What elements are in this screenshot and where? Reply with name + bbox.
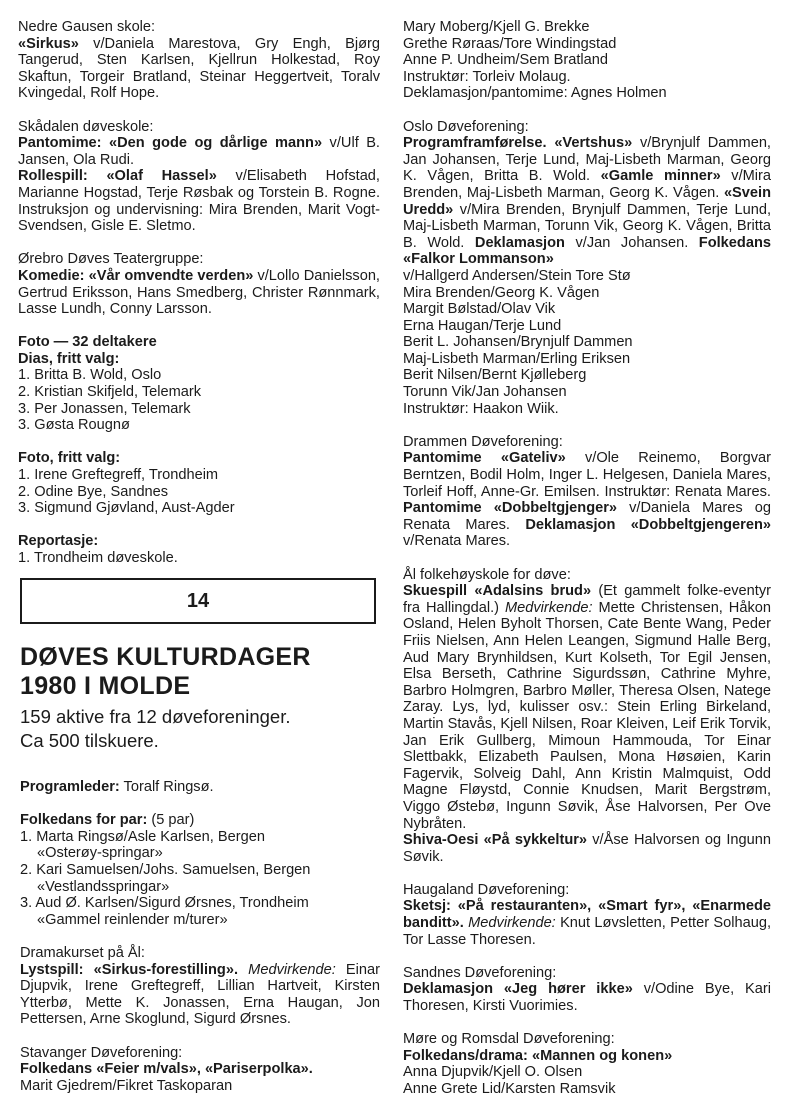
list-item [20, 829, 380, 862]
instructor: Instruktør: Haakon Wiik. [403, 400, 559, 417]
section-drammen [403, 434, 771, 550]
production-title: Folkedans «Falkor Lommanson» [403, 234, 771, 268]
section-heading: Oslo Døveforening: [403, 118, 529, 135]
section-al-folkehoyskole [403, 567, 771, 866]
section-more-romsdal [403, 1031, 771, 1097]
list-item: 1. Britta B. Wold, Oslo [18, 367, 162, 384]
list-item: 2. Kristian Skifjeld, Telemark [18, 384, 202, 401]
section-body [18, 168, 380, 234]
list-item: 2. Odine Bye, Sandnes [18, 483, 169, 500]
dance-pair: Anne Grete Lid/Karsten Ramsvik [403, 1081, 616, 1097]
section-dramakurset [20, 945, 380, 1028]
section-heading: Skådalen døveskole: [18, 118, 154, 135]
section-number: 14 [186, 589, 210, 612]
participants: Mette Christensen, Håkon Osland, Helen Byholt Thorsen, Cate Bente Wang, Peder Friis Nielsen, Ann Helen Leangen, Sigmund Halle Berg, Aud Mary Brynhildsen, Kurt Kolseth, Tor Egil Jensen, Elsa Berseth, Cathrine Sigurdssøn, Cathrine Myhre, Barbro Holmgren, Barbro Møller, Theresa Olsen, Natege Zaray. Lys, lyd, kulisser osv.: Stein Erling Birkeland, Martin Stavås, Kjell Nilsen, Roar Kleiven, Leif Erik Torvik, Jan Erik Gullberg, Mimoun Hammouda, Tor Einar Slettbakk, Elizabeth Paulsen, Mona Høsøien, Karin Fagervik, Solveig Dahl, Ann Kristin Malmquist, Odd Magne Fløystd, Connie Knudsen, Marit Bergstrøm, Viggo Østebø, Ingunn Søvik, Åse Halvorsen, Per Ove Nybråten. [403, 599, 771, 832]
subsection-heading: Foto, fritt valg: [18, 450, 121, 467]
section-heading: Stavanger Døveforening: [20, 1044, 183, 1061]
production-title: Programframførelse. «Vertshus» [403, 135, 633, 152]
production-title: Deklamasjon [474, 234, 565, 251]
section-heading: Sandnes Døveforening: [403, 964, 557, 981]
participants: v/Jan Johansen. [564, 234, 699, 251]
section-sandnes [403, 965, 771, 1015]
list-item: 1. Trondheim døveskole. [18, 550, 178, 566]
dance-title: «Gammel reinlender m/turer» [37, 911, 228, 928]
section-body [18, 135, 380, 168]
production-title: Folkedans/drama: «Mannen og konen» [403, 1047, 673, 1064]
dance-pair: Margit Bølstad/Olav Vik [403, 301, 556, 318]
dance-pair: 1. Marta Ringsø/Asle Karlsen, Bergen [20, 828, 265, 845]
production-title: Sketsj: «På restauranten», «Smart fyr», «Enarmede banditt». [403, 898, 771, 932]
programleder-value: Toralf Ringsø. [119, 779, 214, 795]
dance-pair: 2. Kari Samuelsen/Johs. Samuelsen, Bergen [20, 861, 311, 878]
section-body [403, 583, 771, 832]
section-body [20, 962, 380, 1028]
dance-pair: v/Hallgerd Andersen/Stein Tore Stø [403, 267, 631, 284]
dance-pair: Maj-Lisbeth Marman/Erling Eriksen [403, 350, 631, 367]
subtitle-line-2: Ca 500 tilskuere. [20, 730, 159, 751]
production-title: Lystspill: «Sirkus-forestilling». [20, 961, 239, 978]
section-heading: Ål folkehøyskole for døve: [403, 566, 571, 583]
dance-title: «Vestlandsspringar» [37, 878, 170, 895]
dance-pair: Marit Gjedrem/Fikret Taskoparan [20, 1077, 233, 1094]
production-title: Rollespill: «Olaf Hassel» [18, 168, 217, 185]
dance-title: «Osterøy-springar» [37, 845, 163, 862]
section-heading: Ørebro Døves Teatergruppe: [18, 251, 204, 268]
page-title-line-2: 1980 I MOLDE [20, 672, 191, 700]
section-orebro [18, 251, 380, 317]
medvirkende-label: Medvirkende: [238, 961, 336, 978]
section-heading: Foto — 32 deltakere [18, 334, 157, 351]
dance-pair: Berit L. Johansen/Brynjulf Dammen [403, 334, 633, 351]
participants: v/Elisabeth Hofstad, Marianne Hogstad, Terje Røsbak og Torstein B. Rogne. Instruksjon og undervisning: Mira Brenden, Marit Vogt-Svendsen, Gisle E. Sletmo. [18, 168, 380, 235]
participants: v/Ole Reinemo, Borgvar Berntzen, Bodil Holm, Inger L. Helgesen, Daniela Mares, Torleif Hoff, Anne-Gr. Emilsen. Instruktør: Renata Mares. [403, 450, 771, 500]
dance-pair: Erna Haugan/Terje Lund [403, 317, 562, 334]
section-body [403, 450, 771, 550]
right-column [403, 19, 771, 1098]
declamation: Deklamasjon/pantomime: Agnes Holmen [403, 85, 667, 102]
dance-pair: Grethe Røraas/Tore Windingstad [403, 35, 617, 52]
section-folkedans [20, 812, 380, 928]
participants: v/Åse Halvorsen og Ingunn Søvik. [403, 832, 771, 865]
production-title: Skuespill «Adalsins brud» [403, 583, 592, 600]
dance-pair: Mary Moberg/Kjell G. Brekke [403, 19, 590, 35]
section-stavanger [20, 1045, 380, 1095]
production-title: Deklamasjon «Dobbeltgjengeren» [525, 516, 771, 533]
section-body [18, 268, 380, 318]
section-body [18, 36, 380, 102]
dance-pair: Berit Nilsen/Bernt Kjølleberg [403, 367, 587, 384]
production-title: Komedie: «Vår omvendte verden» [18, 267, 254, 284]
list-item [20, 895, 380, 928]
participants: v/Brynjulf Dammen, Jan Johansen, Terje Lund, Maj-Lisbeth Marman, Georg K. Vågen, Britta B. Wold. [403, 135, 771, 185]
participants: v/Ulf B. Jansen, Ola Rudi. [18, 135, 380, 168]
page-title [20, 643, 380, 701]
section-heading: Møre og Romsdal Døveforening: [403, 1031, 615, 1048]
production-title: Pantomime «Dobbeltgjenger» [403, 500, 618, 517]
production-title: Pantomime «Gateliv» [403, 450, 566, 467]
participants: v/Daniela Marestova, Gry Engh, Bjørg Tangerud, Sten Karlsen, Kjellrun Holkestad, Roy Skaftun, Torgeir Bratland, Steinar Heggertveit, Toralv Kvingedal, Rolf Hope. [18, 35, 380, 102]
section-heading: Folkedans for par: [20, 812, 148, 829]
section-body [403, 135, 771, 268]
dance-pair: Torunn Vik/Jan Johansen [403, 384, 567, 401]
list-item: 3. Sigmund Gjøvland, Aust-Agder [18, 500, 235, 517]
dance-pair: Anne P. Undheim/Sem Bratland [403, 52, 608, 69]
subsection-heading: Dias, fritt valg: [18, 350, 120, 367]
section-haugaland [403, 882, 771, 948]
production-title: Shiva-Oesi «På sykkeltur» [403, 832, 588, 849]
participants: v/Renata Mares. [403, 533, 511, 550]
production-title: «Gamle minner» [600, 168, 721, 185]
section-foto [18, 334, 380, 566]
section-heading: Nedre Gausen skole: [18, 19, 156, 35]
subtitle [20, 705, 380, 753]
page-title-line-1: DØVES KULTURDAGER [20, 643, 311, 671]
section-heading: Dramakurset på Ål: [20, 944, 145, 961]
section-oslo [403, 119, 771, 418]
participants: v/Daniela Mares og Renata Mares. [403, 500, 771, 533]
dance-pair: Anna Djupvik/Kjell O. Olsen [403, 1064, 583, 1081]
list-item [20, 862, 380, 895]
list-item: 3. Gøsta Rougnø [18, 417, 130, 434]
list-item: 3. Per Jonassen, Telemark [18, 400, 191, 417]
dance-pair: Mira Brenden/Georg K. Vågen [403, 284, 600, 301]
medvirkende-label: Medvirkende: [504, 599, 593, 616]
section-stavanger-continued [403, 19, 771, 102]
left-column-lower [20, 779, 380, 1094]
section-body [403, 898, 771, 948]
participants: v/Mira Brenden, Maj-Lisbeth Marman, Georg K. Vågen. [403, 168, 772, 201]
production-title: «Svein Uredd» [403, 184, 771, 218]
section-body [403, 832, 771, 865]
list-item: 1. Irene Greftegreff, Trondheim [18, 467, 219, 484]
section-body [403, 981, 771, 1014]
participants: Einar Djupvik, Irene Greftegreff, Lillian Hartveit, Kirsten Ytterbø, Mette K. Jonassen, Erna Haugan, Jon Pettersen, Arne Skoglund, Sigurd Ørsnes. [20, 961, 380, 1028]
programleder [20, 779, 380, 796]
subsection-heading: Reportasje: [18, 533, 99, 550]
subtitle-line-1: 159 aktive fra 12 døveforeninger. [20, 706, 291, 727]
pair-count: (5 par) [147, 812, 195, 829]
section-heading: Drammen Døveforening: [403, 433, 563, 450]
section-nedre-gausen [18, 19, 380, 102]
production-title: Folkedans «Feier m/vals», «Pariserpolka». [20, 1061, 313, 1078]
section-number-box [20, 578, 376, 624]
dance-pair: 3. Aud Ø. Karlsen/Sigurd Ørsnes, Trondheim [20, 895, 309, 912]
production-title: Deklamasjon «Jeg hører ikke» [403, 981, 633, 998]
participants: v/Mira Brenden, Brynjulf Dammen, Terje Lund, Maj-Lisbeth Marman, Torunn Vik, Georg K. Vågen, Britta B. Wold. [403, 201, 771, 251]
production-title: Pantomime: «Den gode og dårlige mann» [18, 135, 323, 152]
medvirkende-label: Medvirkende: [463, 915, 556, 932]
participants: Knut Løvsletten, Petter Solhaug, Tor Lasse Thoresen. [403, 915, 771, 948]
section-heading: Haugaland Døveforening: [403, 881, 570, 898]
production-title: «Sirkus» [18, 35, 79, 52]
instructor: Instruktør: Torleiv Molaug. [403, 68, 571, 85]
participants: v/Lollo Danielsson, Gertrud Eriksson, Hans Smedberg, Christer Rønnmark, Lasse Lundh, Conny Larsson. [18, 267, 380, 318]
participants: v/Odine Bye, Kari Thoresen, Kirsti Vuorimies. [403, 981, 771, 1015]
left-column [18, 19, 380, 567]
section-skadalen [18, 119, 380, 235]
programleder-label: Programleder: [20, 779, 120, 795]
description: (Et gammelt folke-eventyr fra Hallingdal.) [403, 583, 771, 616]
